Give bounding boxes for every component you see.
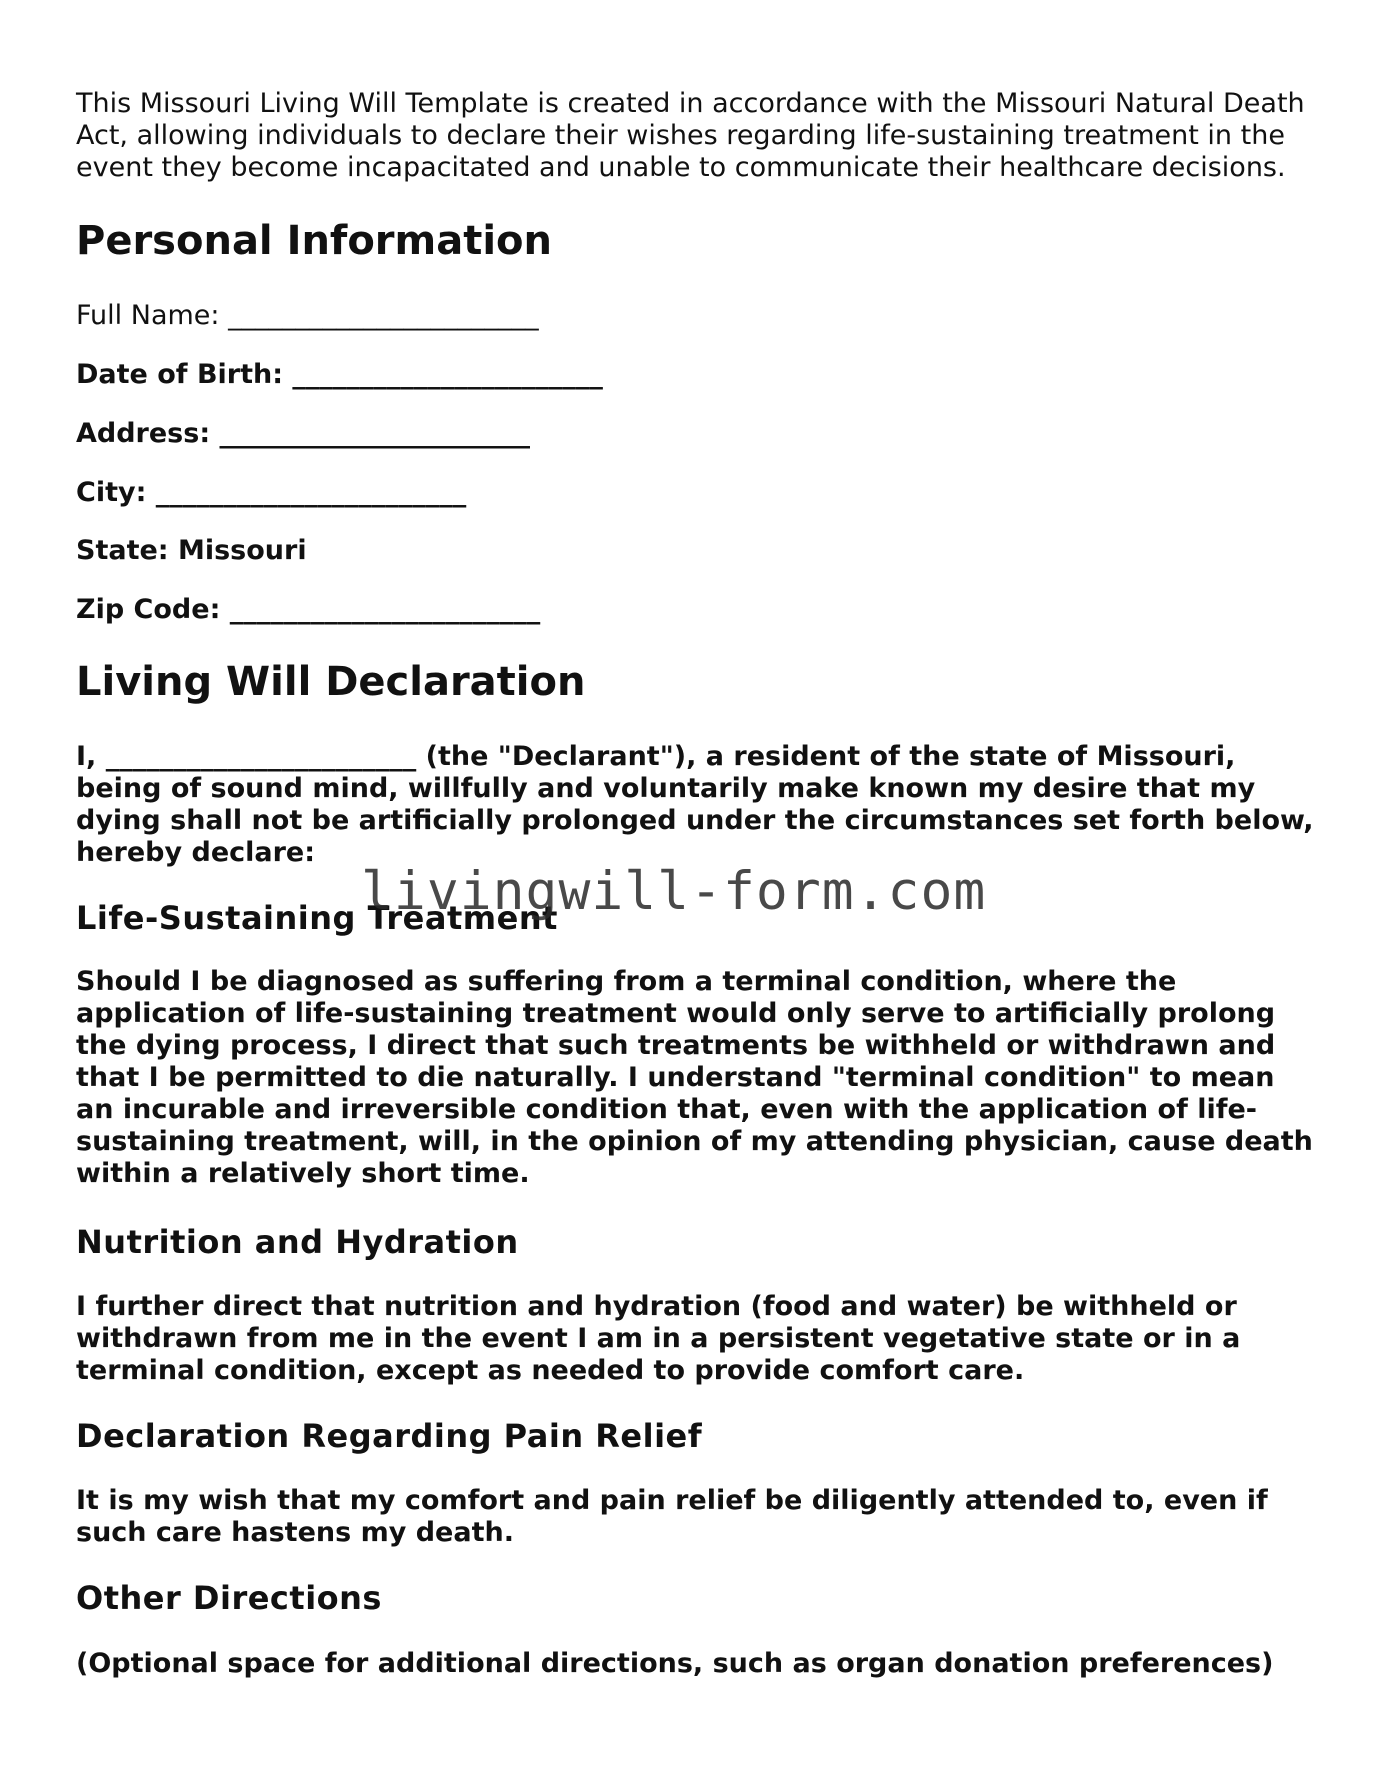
- nutrition-hydration-text: I further direct that nutrition and hydration (food and water) be withheld or withdrawn from me in the event I am in a persistent vegetative state or in a terminal condition, except as needed to provide comfort care.: [76, 1291, 1241, 1386]
- living-will-declaration-heading: Living Will Declaration: [76, 659, 586, 705]
- intro-paragraph: This Missouri Living Will Template is created in accordance with the Missouri Natural Death Act, allowing individuals to declare their wishes regarding life-sustaining treatment in the event they become incapacitated and unable to communicate their healthcare decisions.: [76, 88, 1305, 183]
- state-field: State: Missouri: [76, 535, 307, 566]
- declarant-statement: I, _______________________ (the "Declarant"), a resident of the state of Missouri, being of sound mind, willfully and voluntarily make known my desire that my dying shall not be artificially prolonged under the circumstances set forth below, hereby declare:: [76, 741, 1314, 868]
- personal-information-heading: Personal Information: [76, 218, 552, 264]
- other-directions-text: (Optional space for additional directions, such as organ donation preferences): [76, 1648, 1274, 1679]
- pain-relief-heading: Declaration Regarding Pain Relief: [76, 1417, 703, 1455]
- life-sustaining-treatment-heading: Life-Sustaining Treatment: [76, 899, 558, 937]
- nutrition-hydration-heading: Nutrition and Hydration: [76, 1223, 519, 1261]
- address-field: Address: _______________________: [76, 418, 531, 449]
- watermark: livingwill-form.com: [361, 861, 987, 922]
- full-name-field: Full Name: _______________________: [76, 300, 539, 331]
- life-sustaining-treatment-text: Should I be diagnosed as suffering from a terminal condition, where the application of life-sustaining treatment would only serve to artificially prolong the dying process, I direct that such treatments be withheld or withdrawn and that I be permitted to die naturally. I understand "terminal condition" to mean an incurable and irreversible condition that, even with the application of life-sustaining treatment, will, in the opinion of my attending physician, cause death within a relatively short time.: [76, 966, 1313, 1189]
- zip-code-field: Zip Code: _______________________: [76, 594, 541, 625]
- city-field: City: _______________________: [76, 477, 467, 508]
- other-directions-heading: Other Directions: [76, 1579, 382, 1617]
- date-of-birth-field: Date of Birth: _______________________: [76, 359, 603, 390]
- pain-relief-text: It is my wish that my comfort and pain relief be diligently attended to, even if such care hastens my death.: [76, 1485, 1268, 1548]
